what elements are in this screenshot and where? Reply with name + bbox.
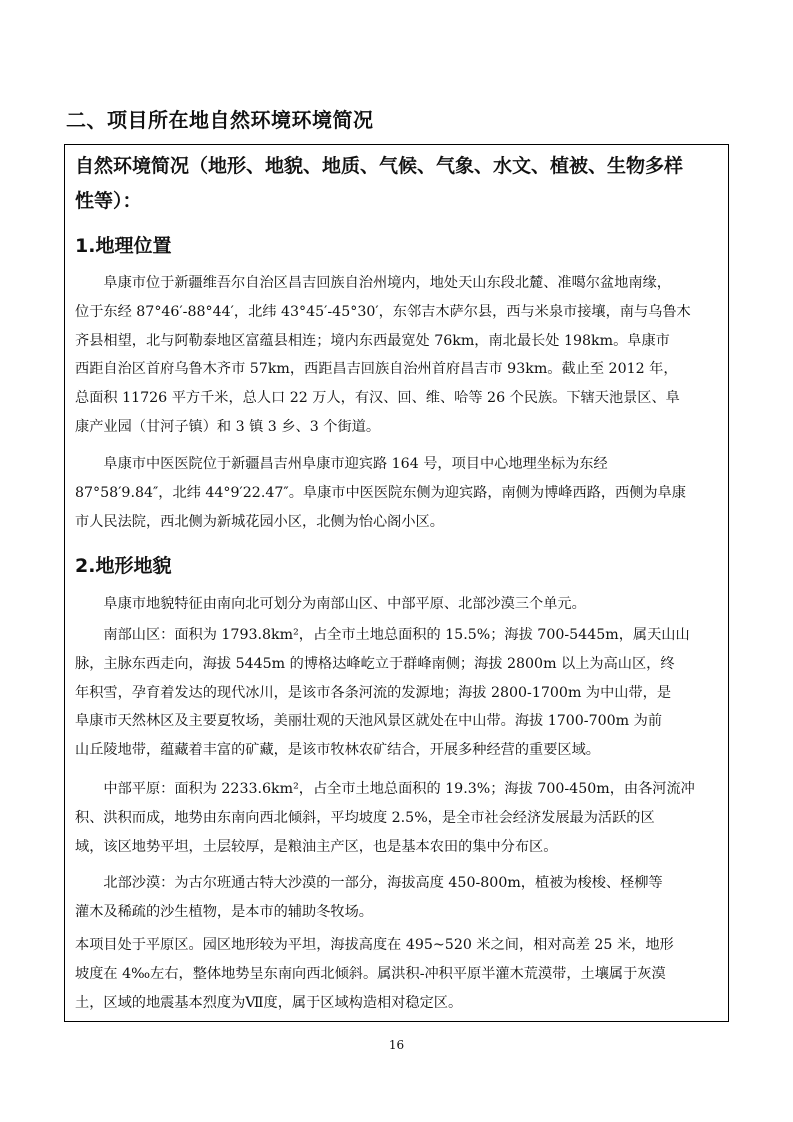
content-box [64,144,729,1022]
text-line: 阜康市地貌特征由南向北可划分为南部山区、中部平原、北部沙漠三个单元。 [75,596,586,612]
page-number: 16 [388,1038,405,1052]
heading-geo-location: 1.地理位置 [75,235,172,257]
text-line: 西距自治区首府乌鲁木齐市 57km，西距昌吉回族自治州首府昌吉市 93km。截止至 2012 年， [75,361,678,378]
box-heading [75,149,715,219]
text-line: 积、洪积而成，地势由东南向西北倾斜，平均坡度 2.5%，是全市社会经济发展最为活跃的区 [75,809,655,826]
text-line: 年积雪，孕育着发达的现代冰川，是该市各条河流的发源地；海拔 2800-1700m 为中山带，是 [75,684,672,701]
paragraph-central-plain [75,775,717,861]
text-line: 中部平原：面积为 2233.6km²，占全市土地总面积的 19.3%；海拔 700-450m，由各河流冲 [75,781,695,797]
text-line: 北部沙漠：为古尔班通古特大沙漠的一部分，海拔高度 450-800m，植被为梭梭、柽柳等 [75,875,663,891]
heading-terrain: 2.地形地貌 [75,555,172,577]
text-line: 阜康市天然林区及主要夏牧场，美丽壮观的天池风景区就处在中山带。海拔 1700-700m 为前 [75,713,663,730]
text-line: 本项目处于平原区。园区地形较为平坦，海拔高度在 495~520 米之间，相对高差 25 米，地形 [75,937,674,953]
text-line: 山丘陵地带，蕴藏着丰富的矿藏，是该市牧林农矿结合，开展多种经营的重要区域。 [75,742,600,759]
text-line: 康产业园（甘河子镇）和 3 镇 3 乡、3 个街道。 [75,418,381,435]
box-heading-line: 性等）： [75,190,142,212]
text-line: 87°58′9.84″，北纬 44°9′22.47″。阜康市中医医院东侧为迎宾路，南侧为博峰西路，西侧为阜康 [75,484,686,501]
text-line: 阜康市位于新疆维吾尔自治区昌吉回族自治州境内，地处天山东段北麓、准噶尔盆地南缘， [75,275,671,291]
section-title: 二、项目所在地自然环境环境简况 [66,108,374,132]
text-line: 齐县相望，北与阿勒泰地区富蕴县相连；境内东西最宽处 76km，南北最长处 198km。阜康市 [75,332,670,349]
paragraph-north-desert [75,869,717,927]
text-line: 坡度在 4‰左右，整体地势呈东南向西北倾斜。属洪积-冲积平原半灌木荒漠带，土壤属于灰漠 [75,965,666,982]
box-heading-line: 自然环境简况（地形、地貌、地质、气候、气象、水文、植被、生物多样 [75,155,684,177]
text-line: 阜康市中医医院位于新疆昌吉州阜康市迎宾路 164 号，项目中心地理坐标为东经 [75,456,608,472]
text-line: 总面积 11726 平方千米，总人口 22 万人，有汉、回、维、哈等 26 个民族。下辖天池景区、阜 [75,390,680,407]
paragraph-south-mountain [75,621,717,765]
paragraph-hospital [75,450,717,536]
text-line: 灌木及稀疏的沙生植物，是本市的辅助冬牧场。 [75,903,373,920]
paragraph-location [75,269,717,442]
text-line: 南部山区：面积为 1793.8km²，占全市土地总面积的 15.5%；海拔 700-5445m，属天山山 [75,627,690,643]
text-line: 位于东经 87°46′-88°44′，北纬 43°45′-45°30′，东邻吉木萨尔县，西与米泉市接壤，南与乌鲁木 [75,303,691,320]
text-line: 土，区域的地震基本烈度为Ⅶ度，属于区域构造相对稳定区。 [75,994,463,1011]
text-line: 域，该区地势平坦，土层较厚，是粮油主产区，也是基本农田的集中分布区。 [75,838,558,855]
paragraph-terrain-intro [75,590,717,619]
text-line: 市人民法院，西北侧为新城花园小区，北侧为怡心阁小区。 [75,513,444,530]
paragraph-project-site [75,931,717,1017]
text-line: 脉，主脉东西走向，海拔 5445m 的博格达峰屹立于群峰南侧；海拔 2800m 以上为高山区，终 [75,655,675,672]
